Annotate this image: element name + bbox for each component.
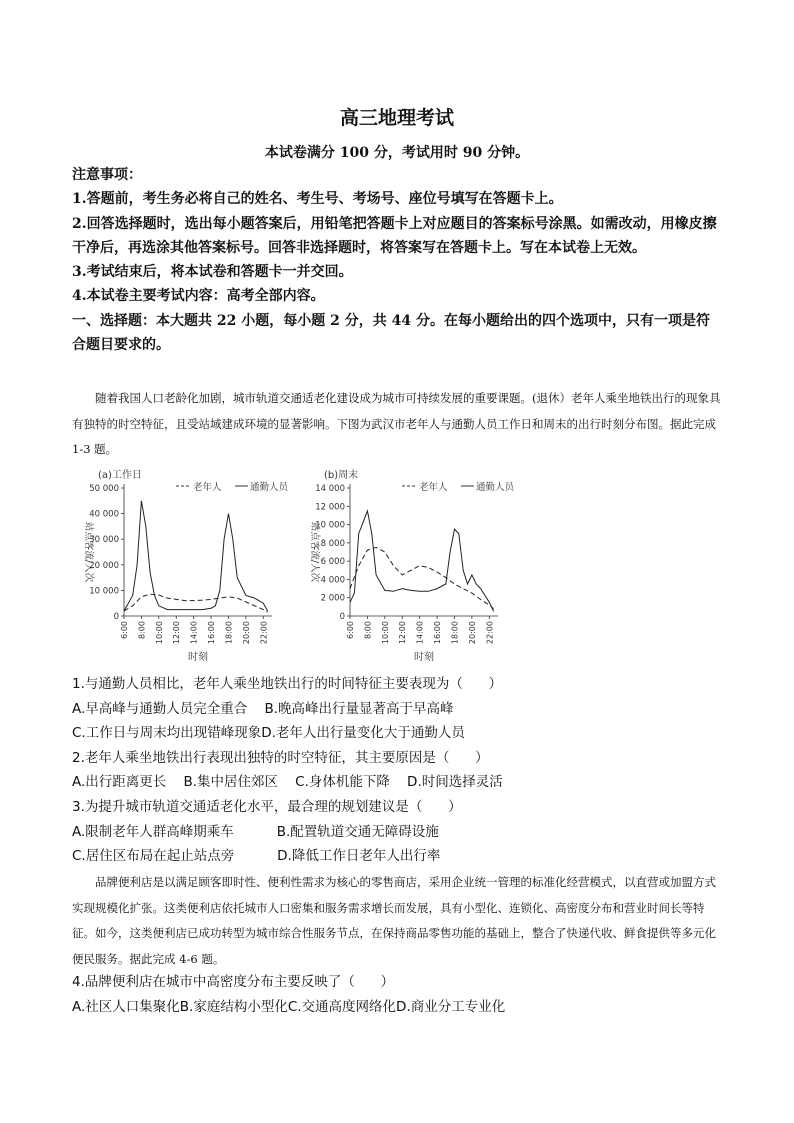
x-tick-label: 18:00 [224, 621, 234, 645]
question-stem: 3.为提升城市轨道交通适老化水平，最合理的规划建议是（ ） [72, 798, 462, 815]
y-tick-label: 6 000 [320, 557, 345, 568]
chart-weekday [72, 466, 292, 668]
exam-subtitle: 本试卷满分 100 分，考试用时 90 分钟。 [264, 145, 530, 161]
passage-1: 随着我国人口老龄化加剧，城市轨道交通适老化建设成为城市可持续发展的重要课题。(退休）老年人乘坐地铁出行的现象具有独特的时空特征，且受站域建成环境的显著影响。下图为武汉市老年人与通勤人员工作日和周末的出行时刻分布图。据此完成 1-3 题。 [72, 391, 721, 456]
note-item: 3.考试结束后，将本试卷和答题卡一并交回。 [72, 264, 353, 281]
chart-weekend [294, 466, 514, 668]
y-tick-label: 10 000 [315, 520, 345, 531]
x-tick-label: 16:00 [433, 621, 443, 645]
question-options: A.早高峰与通勤人员完全重合 B.晚高峰出行量显著高于早高峰 [72, 700, 454, 717]
question-options: C.工作日与周末均出现错峰现象D.老年人出行量变化大于通勤人员 [72, 725, 465, 742]
y-tick-label: 20 000 [89, 560, 119, 571]
x-tick-label: 8:00 [363, 621, 373, 639]
y-tick-label: 12 000 [315, 502, 345, 513]
question-options: A.限制老年人群高峰期乘车 B.配置轨道交通无障碍设施 [72, 823, 439, 840]
note-item: 2.回答选择题时，选出每小题答案后，用铅笔把答题卡上对应题目的答案标号涂黑。如需改动，用橡皮擦干净后，再选涂其他答案标号。回答非选择题时，将答案写在答题卡上。写在本试卷上无效。 [72, 215, 717, 256]
y-tick-label: 14 000 [315, 484, 345, 494]
series-line-elderly [350, 547, 494, 608]
x-tick-label: 16:00 [207, 621, 217, 645]
y-tick-label: 8 000 [320, 538, 345, 549]
question-stem: 4.品牌便利店在城市中高密度分布主要反映了（ ） [72, 974, 395, 990]
x-tick-label: 10:00 [154, 621, 164, 645]
legend-label: 通勤人员 [476, 482, 514, 493]
y-axis-label: 站点客流/人次 [83, 521, 94, 583]
series-line-commuter [350, 511, 494, 612]
x-axis-label: 时刻 [414, 652, 434, 663]
y-tick-label: 10 000 [89, 586, 119, 597]
x-tick-label: 6:00 [346, 621, 355, 639]
question-options: C.居住区布局在起止站点旁 D.降低工作日老年人出行率 [72, 848, 441, 865]
question-stem: 1.与通勤人员相比，老年人乘坐地铁出行的时间特征主要表现为（ ） [72, 676, 503, 692]
x-tick-label: 14:00 [415, 621, 425, 645]
passage-2: 品牌便利店是以满足顾客即时性、便利性需求为核心的零售商店，采用企业统一管理的标准化经营模式，以直营或加盟方式实现规模化扩张。这类便利店依托城市人口密集和服务需求增长而发展，具有小型化、连锁化、高密度分布和营业时间长等特征。如今，这类便利店已成功转型为城市综合性服务节点，在保持商品零售功能的基础上，整合了快递代收、鲜食提供等多元化便民服务。据此完成 4-6 题。 [72, 875, 716, 966]
note-item: 4.本试卷主要考试内容：高考全部内容。 [72, 288, 325, 305]
x-tick-label: 18:00 [450, 621, 460, 645]
x-tick-label: 20:00 [241, 621, 251, 645]
y-tick-label: 4 000 [320, 575, 345, 586]
notes-heading: 注意事项： [72, 167, 142, 183]
question-options: A.社区人口集聚化B.家庭结构小型化C.交通高度网络化D.商业分工专业化 [72, 998, 506, 1015]
x-tick-label: 22:00 [259, 621, 269, 645]
y-axis-label: 站点客流/人次 [309, 521, 320, 583]
x-tick-label: 10:00 [380, 621, 390, 645]
x-tick-label: 22:00 [485, 621, 495, 645]
x-tick-label: 20:00 [467, 621, 477, 645]
question-stem: 2.老年人乘坐地铁出行表现出独特的时空特征，其主要原因是（ ） [72, 749, 489, 766]
x-tick-label: 14:00 [189, 621, 199, 645]
question-options: A.出行距离更长 B.集中居住郊区 C.身体机能下降 D.时间选择灵活 [72, 774, 503, 791]
x-tick-label: 12:00 [172, 621, 182, 645]
exam-title: 高三地理考试 [339, 107, 454, 129]
figure-travel-time [72, 466, 512, 668]
question-4 [72, 970, 722, 1019]
note-item: 1.答题前，考生务必将自己的姓名、考生号、考场号、座位号填写在答题卡上。 [72, 191, 563, 208]
y-tick-label: 50 000 [89, 484, 119, 494]
y-tick-label: 40 000 [89, 509, 119, 520]
y-tick-label: 0 [113, 612, 119, 622]
x-tick-label: 12:00 [398, 621, 408, 645]
notes-block [72, 163, 722, 357]
legend-label: 通勤人员 [250, 482, 289, 493]
legend-label: 老年人 [193, 482, 222, 493]
x-tick-label: 6:00 [120, 621, 129, 639]
legend-label: 老年人 [419, 482, 448, 493]
section-header: 一、选择题：本大题共 22 小题，每小题 2 分，共 44 分。在每小题给出的四个选项中，只有一项是符合题目要求的。 [72, 312, 710, 354]
chart-title: (b)周末 [324, 470, 359, 481]
chart-title: (a)工作日 [98, 470, 142, 481]
y-tick-label: 2 000 [320, 593, 345, 604]
x-axis-label: 时刻 [188, 652, 208, 663]
y-tick-label: 30 000 [89, 535, 119, 546]
y-tick-label: 0 [339, 612, 345, 622]
x-tick-label: 8:00 [137, 621, 147, 639]
series-line-commuter [124, 501, 268, 611]
questions-1-3 [72, 672, 722, 869]
